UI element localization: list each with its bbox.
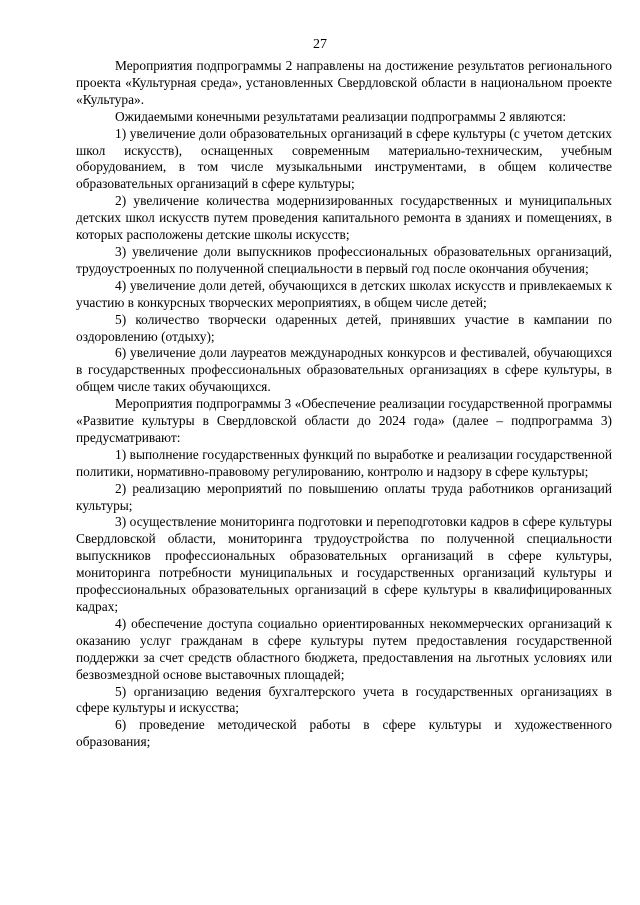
list-item: 1) выполнение государственных функций по выработке и реализации государственной политики, нормативно-правовому регулированию, контролю и надзору в сфере культуры; [76,446,612,479]
list-item: 3) осуществление мониторинга подготовки и переподготовки кадров в сфере культуры Свердловской области, мониторинга трудоустройства по полученной специальности выпускников профессиональных образовательных организаций в сфере культуры, мониторинга потребности муниципальных и государственных организаций культуры и профессиональных образовательных организаций в сфере культуры в квалифицированных кадрах; [76,514,612,614]
list-item: 2) увеличение количества модернизированных государственных и муниципальных детских школ искусств путем проведения капитального ремонта в зданиях и помещениях, в которых расположены детские школы искусств; [76,193,612,243]
list-item: 6) увеличение доли лауреатов международных конкурсов и фестивалей, обучающихся в государственных профессиональных образовательных организациях в сфере культуры, в общем числе таких обучающихся. [76,345,612,395]
list-item: 1) увеличение доли образовательных организаций в сфере культуры (с учетом детских школ искусств), оснащенных современным материально-техническим, учебным оборудованием, в том числе музыкальными инструментами, в общем количестве образовательных организаций в сфере культуры; [76,125,612,192]
page-number: 27 [313,37,327,52]
paragraph: Мероприятия подпрограммы 3 «Обеспечение реализации государственной программы «Развитие культуры в Свердловской области до 2024 года» (далее – подпрограмма 3) предусматривают: [76,396,612,445]
list-item: 5) количество творчески одаренных детей, принявших участие в кампании по оздоровлению (отдыху); [76,311,612,344]
list-item: 5) организацию ведения бухгалтерского учета в государственных организациях в сфере культуры и искусства; [76,683,612,716]
paragraph: Мероприятия подпрограммы 2 направлены на достижение результатов регионального проекта «Культурная среда», установленных Свердловской области в национальном проекте «Культура». [76,58,612,107]
list-item: 3) увеличение доли выпускников профессиональных образовательных организаций, трудоустроенных по полученной специальности в первый год после окончания обучения; [76,243,612,276]
list-item: 6) проведение методической работы в сфере культуры и художественного образования; [76,717,612,750]
list-item: 2) реализацию мероприятий по повышению оплаты труда работников организаций культуры; [76,480,612,513]
list-item: 4) обеспечение доступа социально ориентированных некоммерческих организаций к оказанию услуг гражданам в сфере культуры путем предоставления государственной поддержки за счет средств областного бюджета, предоставления на льготных условиях или безвозмездной основе выставочных площадей; [76,615,612,682]
paragraph: Ожидаемыми конечными результатами реализации подпрограммы 2 являются: [115,108,567,124]
list-item: 4) увеличение доли детей, обучающихся в детских школах искусств и привлекаемых к участию в конкурсных творческих мероприятиях, в общем числе детей; [76,277,612,310]
body-text [76,58,612,751]
